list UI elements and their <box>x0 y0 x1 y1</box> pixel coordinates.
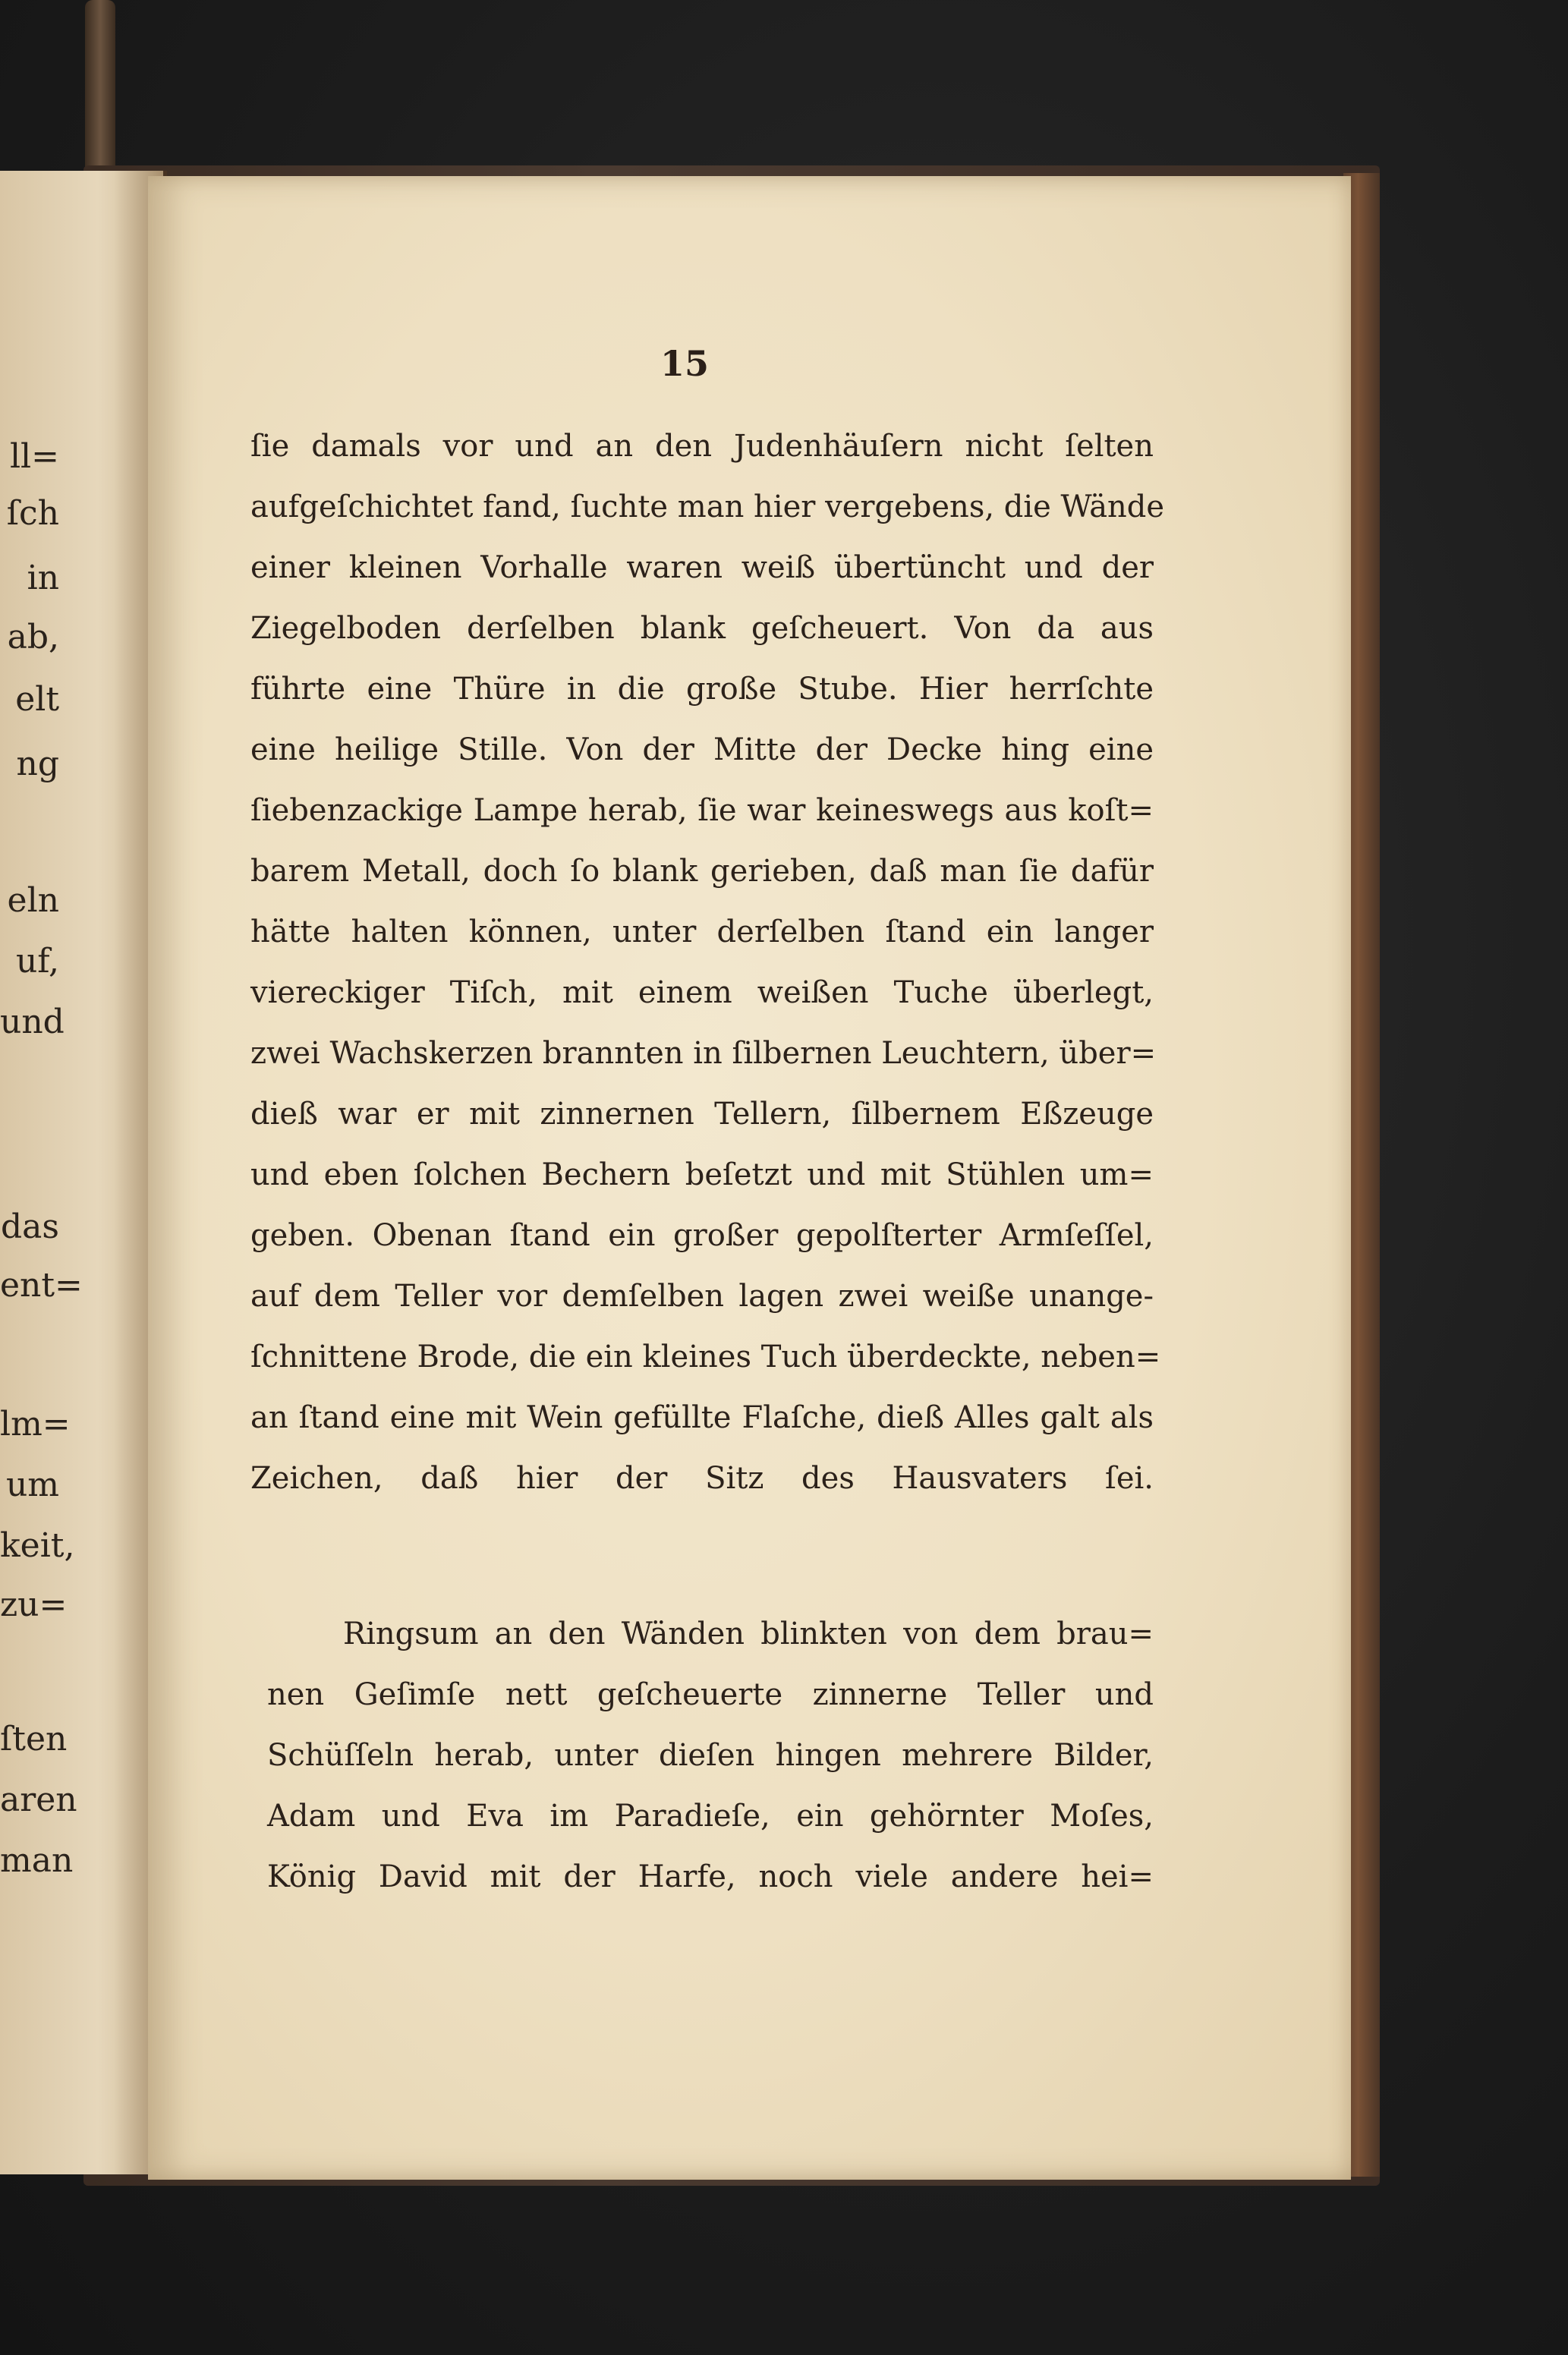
left-page-fragment: aren <box>0 1780 77 1819</box>
text-line: dieß war er mit zinnernen Tellern, ſilbernem Eßzeuge <box>250 1097 1154 1132</box>
text-line: geben. Obenan ſtand ein großer gepolſterter Armſeſſel, <box>250 1218 1154 1253</box>
text-line: einer kleinen Vorhalle waren weiß übertüncht und der <box>250 550 1154 585</box>
left-page-fragment: in <box>27 559 59 597</box>
text-line: König David mit der Harfe, noch viele andere hei= <box>267 1859 1154 1894</box>
paragraph-2 <box>267 1604 1154 1907</box>
text-line: Ringsum an den Wänden blinkten von dem brau= <box>343 1617 1154 1651</box>
left-page-fragment: elt <box>15 680 59 719</box>
left-page-fragment: ſten <box>0 1720 68 1758</box>
left-page-fragment: um <box>5 1466 59 1504</box>
text-line: eine heilige Stille. Von der Mitte der Decke hing eine <box>250 732 1154 767</box>
text-line: und eben ſolchen Bechern beſetzt und mit Stühlen um= <box>250 1157 1154 1192</box>
text-line: viereckiger Tiſch, mit einem weißen Tuche überlegt, <box>250 975 1154 1010</box>
text-line: Ziegelboden derſelben blank geſcheuert. Von da aus <box>250 611 1154 646</box>
left-page-fragment: lm= <box>0 1405 71 1444</box>
text-line: auf dem Teller vor demſelben lagen zwei weiße unange- <box>250 1279 1154 1314</box>
text-line: Schüſſeln herab, unter dieſen hingen mehrere Bilder, <box>267 1738 1154 1773</box>
text-line: zwei Wachskerzen brannten in ſilbernen Leuchtern, über= <box>250 1036 1157 1071</box>
left-page-fragment: ab, <box>7 618 59 656</box>
text-line: hätte halten können, unter derſelben ſtand ein langer <box>250 915 1154 949</box>
left-page-fragment: ll= <box>9 437 59 476</box>
left-page-fragment: und <box>0 1003 65 1041</box>
body-text <box>250 416 1165 1907</box>
paragraph-gap <box>250 1509 1154 1604</box>
left-page-fragment: das <box>1 1207 59 1246</box>
text-line: aufgeſchichtet fand, ſuchte man hier vergebens, die Wände <box>250 490 1165 524</box>
left-page-fragment: ent= <box>0 1266 83 1305</box>
text-line: barem Metall, doch ſo blank gerieben, daß man ſie dafür <box>250 854 1154 889</box>
left-page-fragment: man <box>0 1841 74 1880</box>
text-line: an ſtand eine mit Wein gefüllte Flaſche, dieß Alles galt als <box>250 1400 1154 1435</box>
binding-thread <box>85 0 115 182</box>
text-line: nen Geſimſe nett geſcheuerte zinnerne Teller und <box>267 1677 1154 1712</box>
text-line: ſiebenzackige Lampe herab, ſie war keineswegs aus koſt= <box>250 793 1154 828</box>
left-page-fragment: keit, <box>0 1526 75 1565</box>
left-page-fragment: ſch <box>6 494 59 533</box>
text-line: Zeichen, daß hier der Sitz des Hausvaters ſei. <box>250 1461 1154 1496</box>
left-page-fragment: zu= <box>0 1585 68 1624</box>
left-page-fragment: uf, <box>15 942 59 981</box>
text-line: ſie damals vor und an den Judenhäuſern nicht ſelten <box>250 429 1154 464</box>
left-page-fragment: ng <box>16 745 59 783</box>
text-line: führte eine Thüre in die große Stube. Hier herrſchte <box>250 672 1154 707</box>
paragraph-1 <box>250 416 1165 1509</box>
page-number: 15 <box>660 343 710 384</box>
left-page-fragment: eln <box>7 881 59 920</box>
text-line: Adam und Eva im Paradieſe, ein gehörnter Moſes, <box>267 1799 1154 1834</box>
text-line: ſchnittene Brode, die ein kleines Tuch überdeckte, neben= <box>250 1340 1161 1374</box>
